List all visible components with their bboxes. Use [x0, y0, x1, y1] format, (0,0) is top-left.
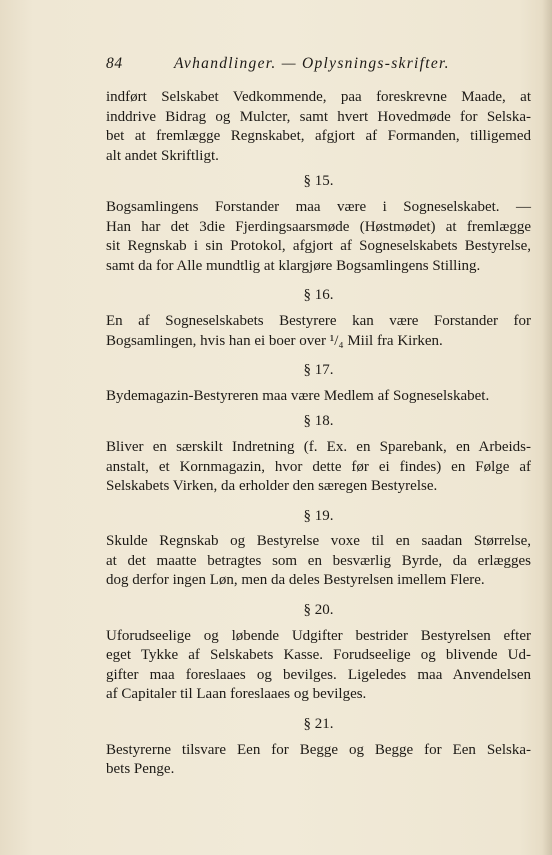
text-line: eget Tykke af Selskabets Kasse. Forudseelige og blivende Ud-	[106, 647, 531, 664]
text-line: Bestyrerne tilsvare Een for Begge og Begge for Een Selska-	[106, 741, 531, 758]
paragraph	[106, 387, 531, 407]
text-line: Bliver en særskilt Indretning (f. Ex. en Sparebank, en Arbeids-	[106, 438, 531, 455]
text-line: sit Regnskab i sin Protokol, afgjort af Sogneselskabets Bestyrelse,	[106, 238, 531, 255]
paragraph	[106, 312, 531, 351]
text-line: bets Penge.	[106, 761, 175, 778]
text-line: En af Sogneselskabets Bestyrere kan være Forstander for	[106, 312, 531, 329]
page-edge-shadow	[542, 0, 552, 855]
paragraph	[106, 532, 531, 591]
paragraph	[106, 438, 531, 497]
text-line: anstalt, et Kornmagazin, hvor dette før ei findes) en Følge af	[106, 458, 531, 475]
paragraph	[106, 627, 531, 705]
text-line: Han har det 3die Fjerdingsaarsmøde (Høstmødet) at fremlægge	[106, 218, 531, 235]
section-heading: § 15.	[303, 173, 334, 190]
running-header	[106, 55, 536, 77]
text-line: samt da for Alle mundtlig at klargjøre Bogsamlingens Stilling.	[106, 257, 481, 274]
running-title: Avhandlinger. — Oplysnings-skrifter.	[174, 55, 450, 72]
text-line: bet at fremlægge Regnskabet, afgjort af Formanden, tilligemed	[106, 128, 531, 145]
text-line: Bydemagazin-Bestyreren maa være Medlem af Sogneselskabet.	[106, 387, 490, 404]
section-heading: § 21.	[303, 716, 334, 733]
text-line: alt andet Skriftligt.	[106, 147, 219, 164]
text-line: Bogsamlingens Forstander maa være i Sogneselskabet. —	[106, 198, 531, 215]
text-line: Uforudseelige og løbende Udgifter bestrider Bestyrelsen efter	[106, 627, 531, 644]
text-line: gifter maa foreslaaes og bevilges. Ligeledes maa Anvendelsen	[106, 666, 531, 683]
text-line: af Capitaler til Laan foreslaaes og bevilges.	[106, 686, 367, 703]
text-line: Bogsamlingen, hvis han ei boer over ¹/₄ Miil fra Kirken.	[106, 332, 443, 349]
text-line: dog derfor ingen Løn, men da deles Bestyrelsen imellem Flere.	[106, 572, 485, 589]
section-heading: § 18.	[303, 413, 334, 430]
paragraph	[106, 741, 531, 780]
text-line: Selskabets Virken, da erholder den særegen Bestyrelse.	[106, 478, 438, 495]
text-line: Skulde Regnskab og Bestyrelse voxe til en saadan Størrelse,	[106, 533, 531, 550]
paragraph	[106, 198, 531, 276]
body-text	[106, 88, 531, 780]
section-heading: § 19.	[303, 507, 334, 524]
text-line: inddrive Bidrag og Mulcter, samt hvert Hovedmøde for Selska-	[106, 108, 531, 125]
section-heading: § 20.	[303, 602, 334, 619]
text-line: at det maatte betragtes som en besværlig Byrde, da erlægges	[106, 552, 531, 569]
section-heading: § 16.	[303, 287, 334, 304]
page-number: 84	[106, 55, 123, 72]
paragraph	[106, 88, 531, 166]
text-line: indført Selskabet Vedkommende, paa foreskrevne Maade, at	[106, 89, 531, 105]
section-heading: § 17.	[303, 362, 334, 379]
